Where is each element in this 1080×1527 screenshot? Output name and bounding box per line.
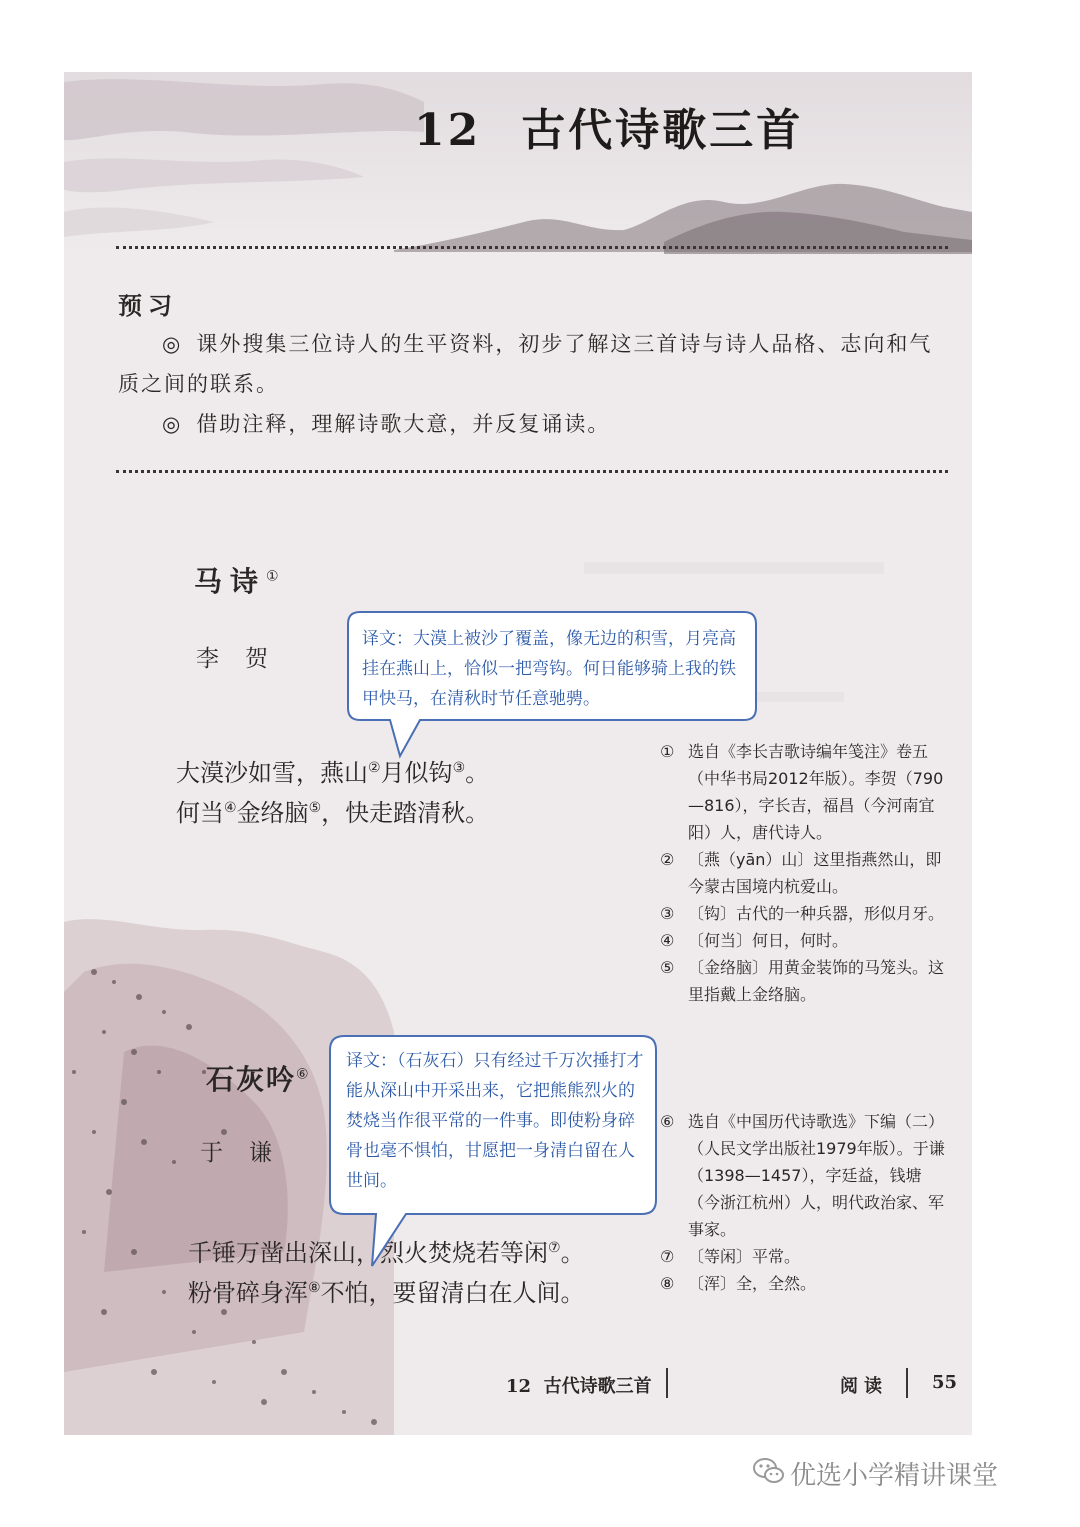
lesson-title: [414, 94, 803, 158]
footnotes-group-1: [660, 738, 952, 1008]
footer-lesson-label: 12 古代诗歌三首: [506, 1376, 652, 1397]
line-text: 千锤万凿出深山，烈火焚烧若等闲: [188, 1239, 548, 1267]
footnote-marker: ⑥: [296, 1066, 311, 1083]
footnotes-group-2: [660, 1108, 952, 1297]
bullet-icon: ◎: [162, 412, 183, 436]
footnote-marker: ⑧: [308, 1280, 321, 1296]
line-text: 金络脑: [236, 799, 309, 827]
line-text: 粉骨碎身浑: [188, 1279, 308, 1307]
footnote-text: 〔燕（yān）山〕这里指燕然山，即今蒙古国境内杭爱山。: [688, 850, 942, 896]
poem-line: [176, 788, 489, 833]
footnote: [660, 954, 952, 1008]
poem-title: [206, 1058, 311, 1098]
footer-divider: [666, 1368, 668, 1398]
footnote-text: 选自《中国历代诗歌选》下编（二）（人民文学出版社1979年版）。于谦（1398—1457），字廷益，钱塘（今浙江杭州）人，明代政治家、军事家。: [688, 1112, 945, 1239]
footnote-marker: ⑦: [548, 1240, 561, 1256]
lesson-number: 12: [414, 105, 482, 156]
translation-bubble-1: 译文：大漠上被沙了覆盖，像无边的积雪，月亮高挂在燕山上，恰似一把弯钩。何日能够骑上我的铁甲快马，在清秋时节任意驰骋。: [362, 629, 736, 709]
footnote-marker: ⑦: [660, 1247, 675, 1266]
footer-section-label: 阅读: [840, 1376, 888, 1397]
divider-top: [116, 246, 948, 249]
line-text: 何当: [176, 799, 224, 827]
preview-item-text: 课外搜集三位诗人的生平资料，初步了解这三首诗与诗人品格、志向和气质之间的联系。: [118, 332, 933, 396]
poem-line: [188, 1268, 585, 1313]
line-text: 大漠沙如雪，燕山: [176, 759, 368, 787]
footnote: [660, 900, 952, 927]
footnote-text: 〔等闲〕平常。: [688, 1247, 801, 1266]
lesson-title-text: 古代诗歌三首: [521, 105, 804, 156]
page-number: 55: [932, 1372, 958, 1393]
poem-title: [194, 560, 287, 600]
footnote-text: 〔何当〕何日，何时。: [688, 931, 849, 950]
line-text: 不怕，要留清白在人间。: [320, 1279, 585, 1307]
divider-bottom: [116, 470, 948, 473]
watermark-text: 优选小学精讲课堂: [790, 1461, 999, 1491]
preview-heading: 预习: [118, 291, 178, 320]
line-text: ，快走踏清秋。: [321, 799, 490, 827]
poem-author: 于谦: [200, 1140, 298, 1166]
footnote-marker: ⑤: [660, 958, 675, 977]
footnote: [660, 1108, 952, 1243]
footnote-marker: ①: [266, 568, 287, 585]
footnote-marker: ④: [660, 931, 675, 950]
line-text: 月似钩: [380, 759, 453, 787]
footnote-text: 〔钩〕古代的一种兵器，形似月牙。: [688, 904, 945, 923]
preview-item-text: 借助注释，理解诗歌大意，并反复诵读。: [196, 412, 611, 436]
preview-item-2: [118, 404, 948, 444]
footnote-text: 〔金络脑〕用黄金装饰的马笼头。这里指戴上金络脑。: [688, 958, 945, 1004]
footnote-marker: ⑥: [660, 1112, 675, 1131]
footnote-marker: ③: [452, 760, 466, 776]
footnote-text: 选自《李长吉歌诗编年笺注》卷五（中华书局2012年版）。李贺（790—816），字长吉，福昌（今河南宜阳）人，唐代诗人。: [688, 742, 944, 842]
poem-title-text: 马诗: [194, 565, 267, 598]
footnote-marker: ①: [660, 742, 675, 761]
footnote: [660, 1243, 952, 1270]
footnote-text: 〔浑〕全，全然。: [688, 1274, 817, 1293]
footnote-marker: ③: [660, 904, 675, 923]
footnote-marker: ②: [368, 760, 381, 776]
footer-divider: [906, 1368, 908, 1398]
wechat-icon: [752, 1456, 786, 1486]
preview-item-1: [118, 324, 948, 404]
line-text: 。: [465, 759, 490, 787]
footnote-marker: ②: [660, 850, 675, 869]
line-text: 。: [560, 1239, 585, 1267]
poem-author: 李贺: [196, 646, 294, 672]
bullet-icon: ◎: [162, 332, 183, 356]
footnote-marker: ⑤: [308, 800, 322, 816]
footnote: [660, 1270, 952, 1297]
footnote-marker: ④: [224, 800, 237, 816]
footnote: [660, 846, 952, 900]
poem-title-text: 石灰吟: [206, 1063, 297, 1096]
translation-bubble-2: 译文：（石灰石）只有经过千万次捶打才能从深山中开采出来，它把熊熊烈火的焚烧当作很平常的一件事。即使粉身碎骨也毫不惧怕，甘愿把一身清白留在人世间。: [346, 1051, 644, 1191]
footnote: [660, 927, 952, 954]
footnote-marker: ⑧: [660, 1274, 675, 1293]
